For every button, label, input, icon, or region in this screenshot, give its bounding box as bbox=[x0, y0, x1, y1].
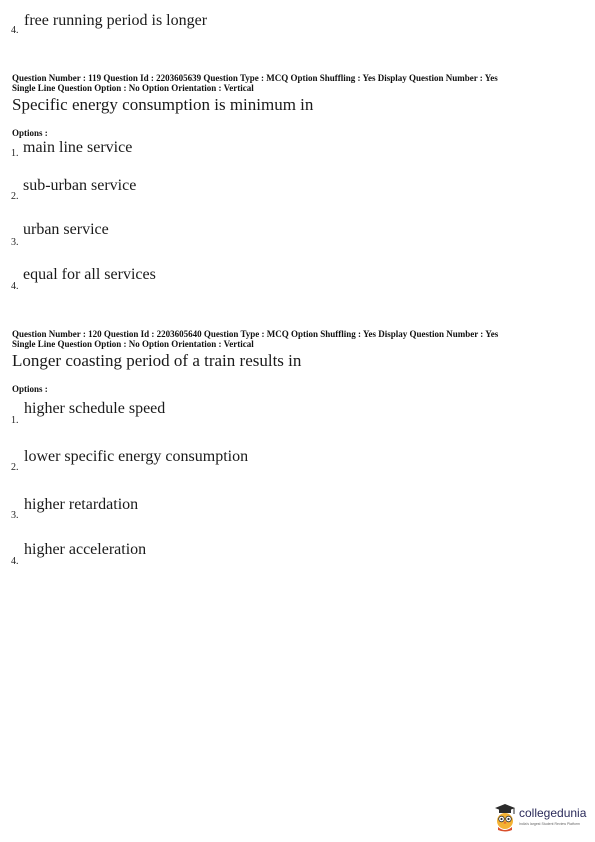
option-number: 1. bbox=[11, 148, 19, 159]
option-text: equal for all services bbox=[23, 266, 156, 283]
option-number: 2. bbox=[11, 191, 19, 202]
question-meta-line2: Single Line Question Option : No Option Orientation : Vertical bbox=[12, 83, 254, 93]
prev-option-number: 4. bbox=[11, 25, 19, 36]
brand-name: collegedunia bbox=[519, 806, 587, 820]
option-text: main line service bbox=[23, 139, 133, 156]
option-text: higher schedule speed bbox=[24, 400, 166, 417]
collegedunia-logo bbox=[494, 803, 594, 835]
option-text: lower specific energy consumption bbox=[24, 448, 249, 465]
option-text: urban service bbox=[23, 221, 109, 238]
option-number: 1. bbox=[11, 415, 19, 426]
question-text: Specific energy consumption is minimum in bbox=[12, 95, 314, 114]
option-number: 4. bbox=[11, 556, 19, 567]
question-meta-line1: Question Number : 120 Question Id : 2203605640 Question Type : MCQ Option Shuffling : Yes Display Question Number : Yes bbox=[12, 329, 499, 339]
question-text: Longer coasting period of a train results in bbox=[12, 351, 302, 370]
graduate-owl-icon bbox=[494, 803, 516, 833]
question-meta-line1: Question Number : 119 Question Id : 2203605639 Question Type : MCQ Option Shuffling : Yes Display Question Number : Yes bbox=[12, 73, 498, 83]
option-number: 3. bbox=[11, 237, 19, 248]
option-text: higher retardation bbox=[24, 496, 139, 513]
option-text: higher acceleration bbox=[24, 541, 147, 558]
option-number: 4. bbox=[11, 281, 19, 292]
options-label: Options : bbox=[12, 128, 48, 138]
options-label: Options : bbox=[12, 384, 48, 394]
option-number: 3. bbox=[11, 510, 19, 521]
option-number: 2. bbox=[11, 462, 19, 473]
option-text: sub-urban service bbox=[23, 177, 137, 194]
brand-tagline: India's largest Student Review Platform bbox=[519, 822, 580, 826]
question-meta-line2: Single Line Question Option : No Option Orientation : Vertical bbox=[12, 339, 254, 349]
prev-option-text: free running period is longer bbox=[24, 12, 208, 29]
